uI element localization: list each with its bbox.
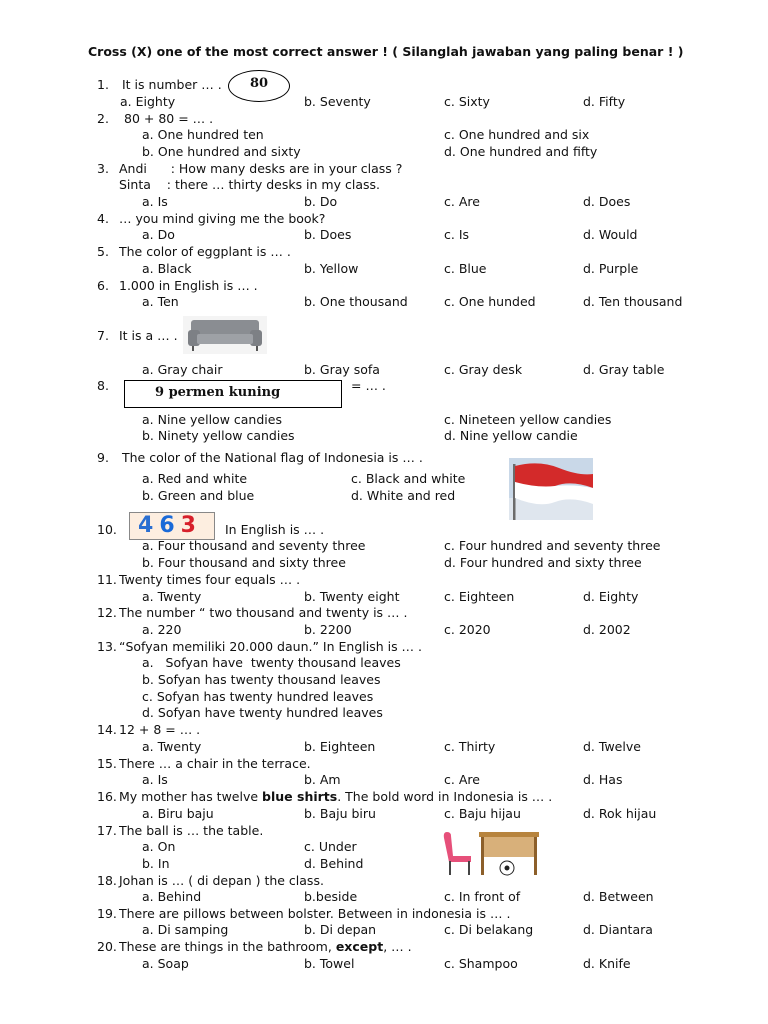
q13-option-b[interactable]: b. Sofyan has twenty thousand leaves <box>142 672 381 687</box>
q8-text: = … . <box>351 378 386 393</box>
q9-option-a[interactable]: a. Red and white <box>142 471 248 486</box>
q9-option-c[interactable]: c. Black and white <box>351 471 466 486</box>
q16-option-d[interactable]: d. Rok hijau <box>583 806 657 821</box>
q5-option-a[interactable]: a. Black <box>142 261 192 276</box>
q15-option-b[interactable]: b. Am <box>304 772 341 787</box>
q19-option-b[interactable]: b. Di depan <box>304 922 377 937</box>
q6-option-d[interactable]: d. Ten thousand <box>583 294 683 309</box>
q1-text: It is number … . <box>122 77 222 92</box>
q12-option-d[interactable]: d. 2002 <box>583 622 631 637</box>
chair-table-ball-image <box>441 828 539 876</box>
q13-number: 13. <box>97 639 117 654</box>
q14-number: 14. <box>97 722 117 737</box>
q4-option-a[interactable]: a. Do <box>142 227 175 242</box>
q16-option-c[interactable]: c. Baju hijau <box>444 806 521 821</box>
q9-option-b[interactable]: b. Green and blue <box>142 488 255 503</box>
q2-number: 2. <box>97 111 109 126</box>
q2-option-b[interactable]: b. One hundred and sixty <box>142 144 301 159</box>
q4-text: … you mind giving me the book? <box>119 211 326 226</box>
q20-bold-word: except <box>335 939 384 954</box>
q8-option-d[interactable]: d. Nine yellow candie <box>444 428 578 443</box>
q4-option-c[interactable]: c. Is <box>444 227 470 242</box>
q7-option-c[interactable]: c. Gray desk <box>444 362 523 377</box>
q4-option-b[interactable]: b. Does <box>304 227 352 242</box>
q16-bold-word: blue shirts <box>262 789 338 804</box>
q3-option-c[interactable]: c. Are <box>444 194 480 209</box>
q6-text: 1.000 in English is … . <box>119 278 258 293</box>
q18-option-a[interactable]: a. Behind <box>142 889 202 904</box>
q8-number: 8. <box>97 378 109 393</box>
q10-option-a[interactable]: a. Four thousand and seventy three <box>142 538 366 553</box>
q10-digit-3: 3 <box>180 513 202 538</box>
q17-option-b[interactable]: b. In <box>142 856 170 871</box>
q10-digit-cards <box>129 512 215 540</box>
q10-option-d[interactable]: d. Four hundred and sixty three <box>444 555 642 570</box>
q20-option-a[interactable]: a. Soap <box>142 956 189 971</box>
q20-text-start: These are things in the bathroom, <box>119 939 332 954</box>
q3-line-1: Andi : How many desks are in your class ? <box>119 161 403 176</box>
q1-option-b[interactable]: b. Seventy <box>304 94 371 109</box>
q4-number: 4. <box>97 211 109 226</box>
q11-number: 11. <box>97 572 117 587</box>
q1-number-box: 80 <box>228 70 290 102</box>
q19-option-c[interactable]: c. Di belakang <box>444 922 534 937</box>
q8-option-b[interactable]: b. Ninety yellow candies <box>142 428 295 443</box>
q9-number: 9. <box>97 450 109 465</box>
q20-option-c[interactable]: c. Shampoo <box>444 956 518 971</box>
q20-text-end: , … . <box>383 939 412 954</box>
q15-text: There … a chair in the terrace. <box>119 756 311 771</box>
q15-number: 15. <box>97 756 117 771</box>
q2-option-c[interactable]: c. One hundred and six <box>444 127 590 142</box>
q16-text-end: . The bold word in Indonesia is … . <box>337 789 553 804</box>
q18-option-b[interactable]: b.beside <box>304 889 358 904</box>
q18-option-c[interactable]: c. In front of <box>444 889 521 904</box>
q20-option-b[interactable]: b. Towel <box>304 956 355 971</box>
gray-sofa-image <box>183 316 267 354</box>
q7-option-d[interactable]: d. Gray table <box>583 362 665 377</box>
q11-option-b[interactable]: b. Twenty eight <box>304 589 400 604</box>
q7-option-a[interactable]: a. Gray chair <box>142 362 223 377</box>
q18-number: 18. <box>97 873 117 888</box>
q13-text: “Sofyan memiliki 20.000 daun.” In English is … . <box>119 639 423 654</box>
indonesia-flag-image <box>509 458 593 520</box>
q18-text: Johan is … ( di depan ) the class. <box>119 873 324 888</box>
q18-option-d[interactable]: d. Between <box>583 889 654 904</box>
q11-option-a[interactable]: a. Twenty <box>142 589 202 604</box>
q8-text-box: 9 permen kuning <box>124 380 342 408</box>
q19-option-a[interactable]: a. Di samping <box>142 922 229 937</box>
q6-option-c[interactable]: c. One hunded <box>444 294 536 309</box>
q6-option-a[interactable]: a. Ten <box>142 294 179 309</box>
q7-text: It is a … . <box>119 328 178 343</box>
q10-digit-4: 4 <box>138 513 160 538</box>
q14-option-b[interactable]: b. Eighteen <box>304 739 376 754</box>
q1-option-d[interactable]: d. Fifty <box>583 94 626 109</box>
q15-option-c[interactable]: c. Are <box>444 772 480 787</box>
q15-option-a[interactable]: a. Is <box>142 772 168 787</box>
q3-option-b[interactable]: b. Do <box>304 194 338 209</box>
q10-option-c[interactable]: c. Four hundred and seventy three <box>444 538 661 553</box>
q11-option-d[interactable]: d. Eighty <box>583 589 639 604</box>
q12-option-c[interactable]: c. 2020 <box>444 622 491 637</box>
q12-option-b[interactable]: b. 2200 <box>304 622 352 637</box>
q5-text: The color of eggplant is … . <box>119 244 291 259</box>
q12-number: 12. <box>97 605 117 620</box>
q3-option-d[interactable]: d. Does <box>583 194 631 209</box>
q8-option-a[interactable]: a. Nine yellow candies <box>142 412 282 427</box>
q8-option-c[interactable]: c. Nineteen yellow candies <box>444 412 612 427</box>
q14-option-d[interactable]: d. Twelve <box>583 739 641 754</box>
q17-option-c[interactable]: c. Under <box>304 839 357 854</box>
q10-text: In English is … . <box>225 522 325 537</box>
q11-text: Twenty times four equals … . <box>119 572 301 587</box>
q9-option-d[interactable]: d. White and red <box>351 488 456 503</box>
q7-number: 7. <box>97 328 109 343</box>
q5-number: 5. <box>97 244 109 259</box>
q5-option-b[interactable]: b. Yellow <box>304 261 359 276</box>
q13-option-c[interactable]: c. Sofyan has twenty hundred leaves <box>142 689 374 704</box>
q2-option-d[interactable]: d. One hundred and fifty <box>444 144 598 159</box>
q19-number: 19. <box>97 906 117 921</box>
q16-text <box>119 789 552 805</box>
q5-option-d[interactable]: d. Purple <box>583 261 639 276</box>
q20-number: 20. <box>97 939 117 954</box>
q17-option-d[interactable]: d. Behind <box>304 856 364 871</box>
q12-option-a[interactable]: a. 220 <box>142 622 182 637</box>
q7-option-b[interactable]: b. Gray sofa <box>304 362 380 377</box>
q14-option-a[interactable]: a. Twenty <box>142 739 202 754</box>
q17-option-a[interactable]: a. On <box>142 839 176 854</box>
q16-option-a[interactable]: a. Biru baju <box>142 806 214 821</box>
q16-option-b[interactable]: b. Baju biru <box>304 806 376 821</box>
q19-text: There are pillows between bolster. Between in indonesia is … . <box>119 906 511 921</box>
q1-number: 1. <box>97 77 109 92</box>
q10-number: 10. <box>97 522 117 537</box>
q14-option-c[interactable]: c. Thirty <box>444 739 496 754</box>
q14-text: 12 + 8 = … . <box>119 722 201 737</box>
q10-digit-6: 6 <box>159 513 181 538</box>
q12-text: The number “ two thousand and twenty is … . <box>119 605 408 620</box>
q1-option-c[interactable]: c. Sixty <box>444 94 490 109</box>
q15-option-d[interactable]: d. Has <box>583 772 623 787</box>
q6-number: 6. <box>97 278 109 293</box>
q3-number: 3. <box>97 161 109 176</box>
q2-text: 80 + 80 = … . <box>124 111 214 126</box>
q5-option-c[interactable]: c. Blue <box>444 261 487 276</box>
q17-text: The ball is … the table. <box>119 823 264 838</box>
q16-number: 16. <box>97 789 117 804</box>
q2-option-a[interactable]: a. One hundred ten <box>142 127 264 142</box>
q1-option-a[interactable]: a. Eighty <box>120 94 176 109</box>
q10-option-b[interactable]: b. Four thousand and sixty three <box>142 555 346 570</box>
q13-option-a[interactable]: a. Sofyan have twenty thousand leaves <box>142 655 401 670</box>
q11-option-c[interactable]: c. Eighteen <box>444 589 515 604</box>
q13-option-d[interactable]: d. Sofyan have twenty hundred leaves <box>142 705 383 720</box>
q20-option-d[interactable]: d. Knife <box>583 956 631 971</box>
q3-line-2: Sinta : there … thirty desks in my class. <box>119 177 380 192</box>
q6-option-b[interactable]: b. One thousand <box>304 294 408 309</box>
q19-option-d[interactable]: d. Diantara <box>583 922 653 937</box>
q3-option-a[interactable]: a. Is <box>142 194 168 209</box>
q9-text: The color of the National flag of Indonesia is … . <box>122 450 423 465</box>
q20-text <box>119 939 412 955</box>
q17-number: 17. <box>97 823 117 838</box>
q16-text-start: My mother has twelve <box>119 789 259 804</box>
q4-option-d[interactable]: d. Would <box>583 227 638 242</box>
worksheet-title: Cross (X) one of the most correct answer ! ( Silanglah jawaban yang paling benar ! ) <box>88 44 684 59</box>
